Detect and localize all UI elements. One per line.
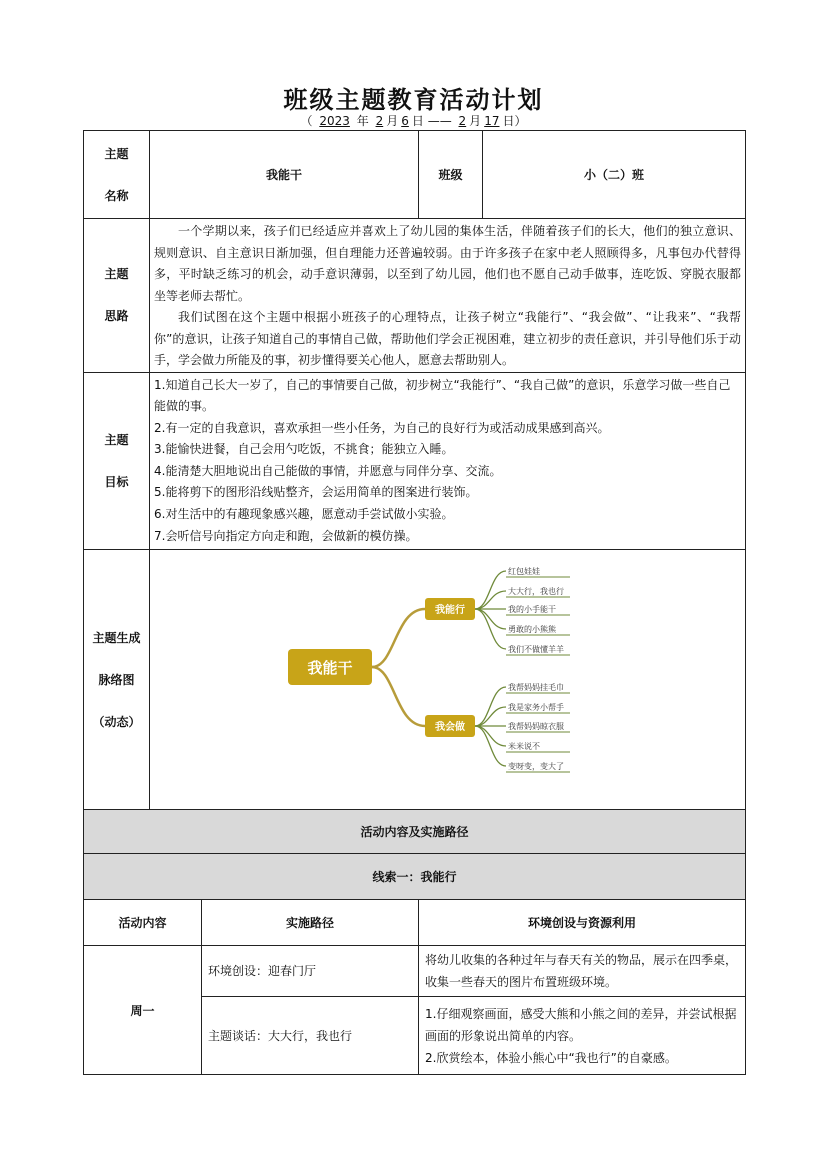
- column-header: 实施路径: [202, 900, 419, 946]
- label-line: 主题: [104, 267, 129, 282]
- connector-line: [372, 609, 425, 667]
- label-line: 主题: [104, 146, 129, 161]
- branch-node-label: 我会做: [435, 721, 465, 733]
- thread-title: 线索一：我能行: [84, 854, 746, 900]
- day-label: 周一: [84, 946, 202, 1075]
- start-month: 2: [375, 114, 384, 128]
- month-unit: 月: [386, 114, 399, 128]
- activity-resource: 将幼儿收集的各种过年与春天有关的物品，展示在四季桌，收集一些春天的图片布置班级环境。: [419, 946, 746, 997]
- section-title: 活动内容及实施路径: [84, 810, 746, 854]
- activity-row: [84, 946, 746, 997]
- end-day: 17: [484, 114, 500, 128]
- label-line: 目标: [104, 474, 129, 489]
- label-line: 思路: [104, 309, 129, 324]
- connector-line: [475, 591, 506, 609]
- class-label: 班级: [419, 131, 483, 219]
- leaf-label: 我帮妈妈挂毛巾: [508, 682, 564, 692]
- goal-item: 1.知道自己长大一岁了，自己的事情要自己做，初步树立“我能行”、“我自己做”的意识，乐意学习做一些自己能做的事。: [154, 377, 731, 414]
- page-title: 班级主题教育活动计划: [283, 86, 544, 114]
- goal-item: 3.能愉快进餐，自己会用勺吃饭，不挑食；能独立入睡。: [154, 442, 454, 457]
- label-line: 名称: [104, 188, 129, 203]
- activity-path: 环境创设：迎春门厅: [202, 946, 419, 997]
- connector-line: [475, 609, 506, 629]
- column-header: 活动内容: [84, 900, 202, 946]
- goal-item: 4.能清楚大胆地说出自己能做的事情，并愿意与同伴分享、交流。: [154, 463, 502, 478]
- column-header: 环境创设与资源利用: [419, 900, 746, 946]
- theme-idea-label: [84, 219, 150, 373]
- mindmap-diagram: [150, 551, 746, 809]
- year-unit: 年: [356, 114, 369, 128]
- month-unit: 月: [469, 114, 482, 128]
- day-unit: 日: [502, 114, 515, 128]
- goal-item: 7.会听信号向指定方向走和跑，会做新的模仿操。: [154, 528, 418, 543]
- label-line: （动态）: [92, 714, 141, 729]
- theme-idea-row: [84, 219, 746, 373]
- goal-item: 2.有一定的自我意识，喜欢承担一些小任务，为自己的良好行为或活动成果感到高兴。: [154, 420, 610, 435]
- leaf-label: 我们不做懂羊羊: [508, 644, 564, 654]
- idea-paragraph: 我们试图在这个主题中根据小班孩子的心理特点，让孩子树立“我能行”、“我会做”、“让我来”、“我帮你”的意识，让孩子知道自己的事情自己做，帮助他们学会正视困难，建立初步的责任意识，并引导他们乐于动手，学会做力所能及的事，初步懂得要关心他人，愿意去帮助别人。: [154, 310, 742, 367]
- leaf-label: 红包娃娃: [508, 566, 540, 576]
- leaf-label: 米米说不: [508, 741, 540, 751]
- root-node-label: 我能干: [307, 658, 353, 677]
- theme-goals-row: [84, 372, 746, 550]
- activity-path: 主题谈话：大大行，我也行: [202, 997, 419, 1075]
- leaf-label: 勇敢的小熊熊: [508, 624, 556, 634]
- goal-item: 5.能将剪下的图形沿线贴整齐，会运用简单的图案进行装饰。: [154, 485, 478, 500]
- theme-name-label: [84, 131, 150, 219]
- mindmap-cell: [150, 550, 746, 810]
- idea-paragraph: 一个学期以来，孩子们已经适应并喜欢上了幼儿园的集体生活，伴随着孩子们的长大，他们的独立意识、规则意识、自主意识日渐加强，但自理能力还普遍较弱。由于许多孩子在家中老人照顾得多，凡事包办代替得多，平时缺乏练习的机会，动手意识薄弱，以至到了幼儿园，他们也不愿自己动手做事，连吃饭、穿脱衣服都坐等老师去帮忙。: [154, 224, 742, 303]
- leaf-label: 变呀变，变大了: [508, 761, 564, 771]
- day-unit: 日: [411, 114, 424, 128]
- plan-table: [83, 130, 746, 1075]
- leaf-label: 我的小手能干: [508, 604, 556, 614]
- mindmap-label: [84, 550, 150, 810]
- resource-line: 2.欣赏绘本，体验小熊心中“我也行”的自豪感。: [425, 1050, 677, 1065]
- theme-goals-label: [84, 372, 150, 550]
- branch-node-label: 我能行: [435, 604, 465, 616]
- leaf-label: 大大行，我也行: [508, 586, 564, 596]
- start-day: 6: [401, 114, 409, 128]
- section-title-row: [84, 810, 746, 854]
- end-month: 2: [458, 114, 467, 128]
- column-header-row: [84, 900, 746, 946]
- mindmap-row: [84, 550, 746, 810]
- connector-line: [372, 667, 425, 726]
- date-dash: ——: [427, 114, 452, 128]
- connector-line: [475, 687, 506, 726]
- start-year: 2023: [319, 114, 350, 128]
- leaf-label: 我是家务小帮手: [508, 702, 564, 712]
- date-range: [0, 112, 827, 129]
- activity-resource: [419, 997, 746, 1075]
- connector-line: [475, 571, 506, 609]
- theme-name-row: [84, 131, 746, 219]
- goal-item: 6.对生活中的有趣现象感兴趣，愿意动手尝试做小实验。: [154, 507, 454, 522]
- class-value: 小（二）班: [483, 131, 746, 219]
- date-open: （: [300, 114, 313, 128]
- theme-goals-list: [150, 372, 746, 550]
- connector-line: [475, 707, 506, 726]
- connector-line: [475, 726, 506, 746]
- theme-idea-text: [150, 219, 746, 373]
- thread-title-row: [84, 854, 746, 900]
- leaf-label: 我帮妈妈晾衣服: [508, 721, 564, 731]
- label-line: 主题: [104, 432, 129, 447]
- label-line: 主题生成: [92, 630, 141, 645]
- date-close: ）: [514, 114, 527, 128]
- label-line: 脉络图: [98, 672, 135, 687]
- theme-name-value: 我能干: [150, 131, 419, 219]
- resource-line: 1.仔细观察画面，感受大熊和小熊之间的差异，并尝试根据画面的形象说出简单的内容。: [425, 1006, 737, 1043]
